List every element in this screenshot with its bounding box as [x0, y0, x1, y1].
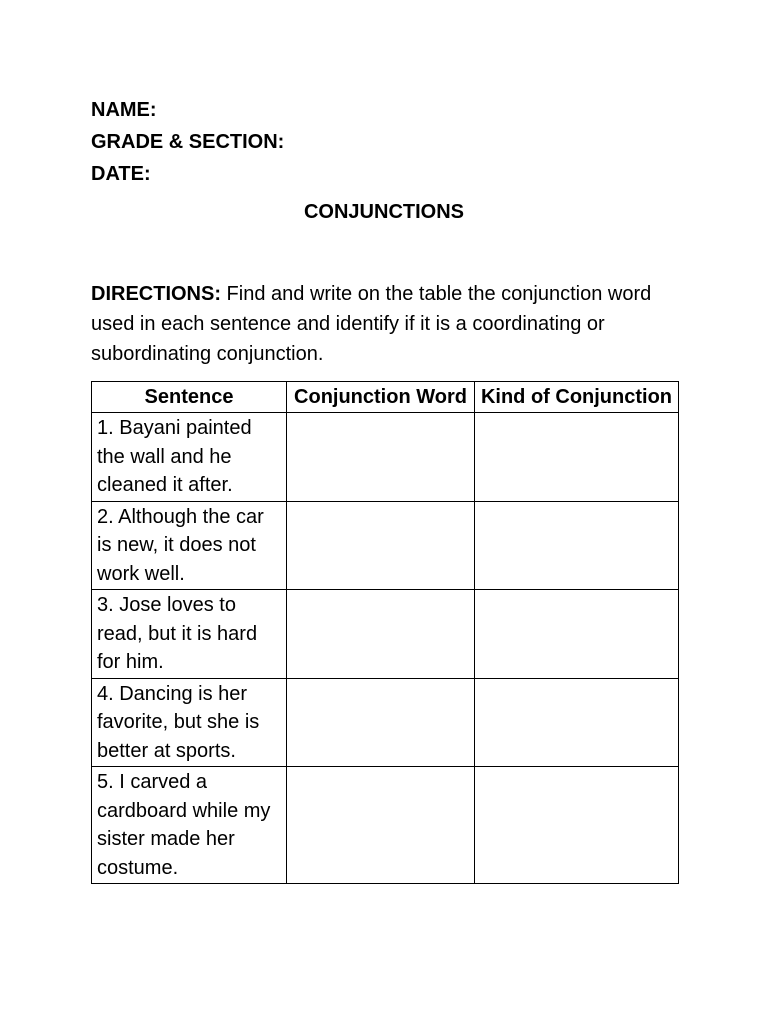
- conjunction-word-cell[interactable]: [287, 678, 475, 767]
- student-info-header: [91, 94, 284, 190]
- conjunction-word-cell[interactable]: [287, 767, 475, 884]
- column-header-kind-of-conjunction: Kind of Conjunction: [475, 382, 679, 413]
- sentence-cell: 1. Bayani painted the wall and he cleaned it after.: [92, 413, 287, 502]
- kind-of-conjunction-cell[interactable]: [475, 413, 679, 502]
- table-row: [92, 590, 679, 679]
- sentence-cell: 3. Jose loves to read, but it is hard for him.: [92, 590, 287, 679]
- column-header-conjunction-word: Conjunction Word: [287, 382, 475, 413]
- sentence-cell: 5. I carved a cardboard while my sister made her costume.: [92, 767, 287, 884]
- sentence-cell: 4. Dancing is her favorite, but she is better at sports.: [92, 678, 287, 767]
- table-row: [92, 767, 679, 884]
- kind-of-conjunction-cell[interactable]: [475, 678, 679, 767]
- sentence-cell: 2. Although the car is new, it does not work well.: [92, 501, 287, 590]
- name-label: NAME:: [91, 99, 157, 121]
- table-row: [92, 678, 679, 767]
- kind-of-conjunction-cell[interactable]: [475, 767, 679, 884]
- kind-of-conjunction-cell[interactable]: [475, 501, 679, 590]
- worksheet-title: CONJUNCTIONS: [303, 201, 464, 223]
- table-row: [92, 413, 679, 502]
- date-label: DATE:: [91, 163, 151, 185]
- table-row: [92, 501, 679, 590]
- conjunction-word-cell[interactable]: [287, 413, 475, 502]
- column-header-sentence: Sentence: [92, 382, 287, 413]
- conjunction-word-cell[interactable]: [287, 501, 475, 590]
- kind-of-conjunction-cell[interactable]: [475, 590, 679, 679]
- directions-text: Find and write on the table the conjunction word used in each sentence and identify if it is a coordinating or subordinating conjunction.: [91, 283, 652, 365]
- grade-section-label: GRADE & SECTION:: [91, 131, 285, 153]
- directions-paragraph: [91, 279, 691, 369]
- table-header-row: [92, 382, 679, 413]
- conjunction-table: [91, 381, 679, 884]
- directions-lead: DIRECTIONS:: [91, 283, 221, 305]
- conjunction-word-cell[interactable]: [287, 590, 475, 679]
